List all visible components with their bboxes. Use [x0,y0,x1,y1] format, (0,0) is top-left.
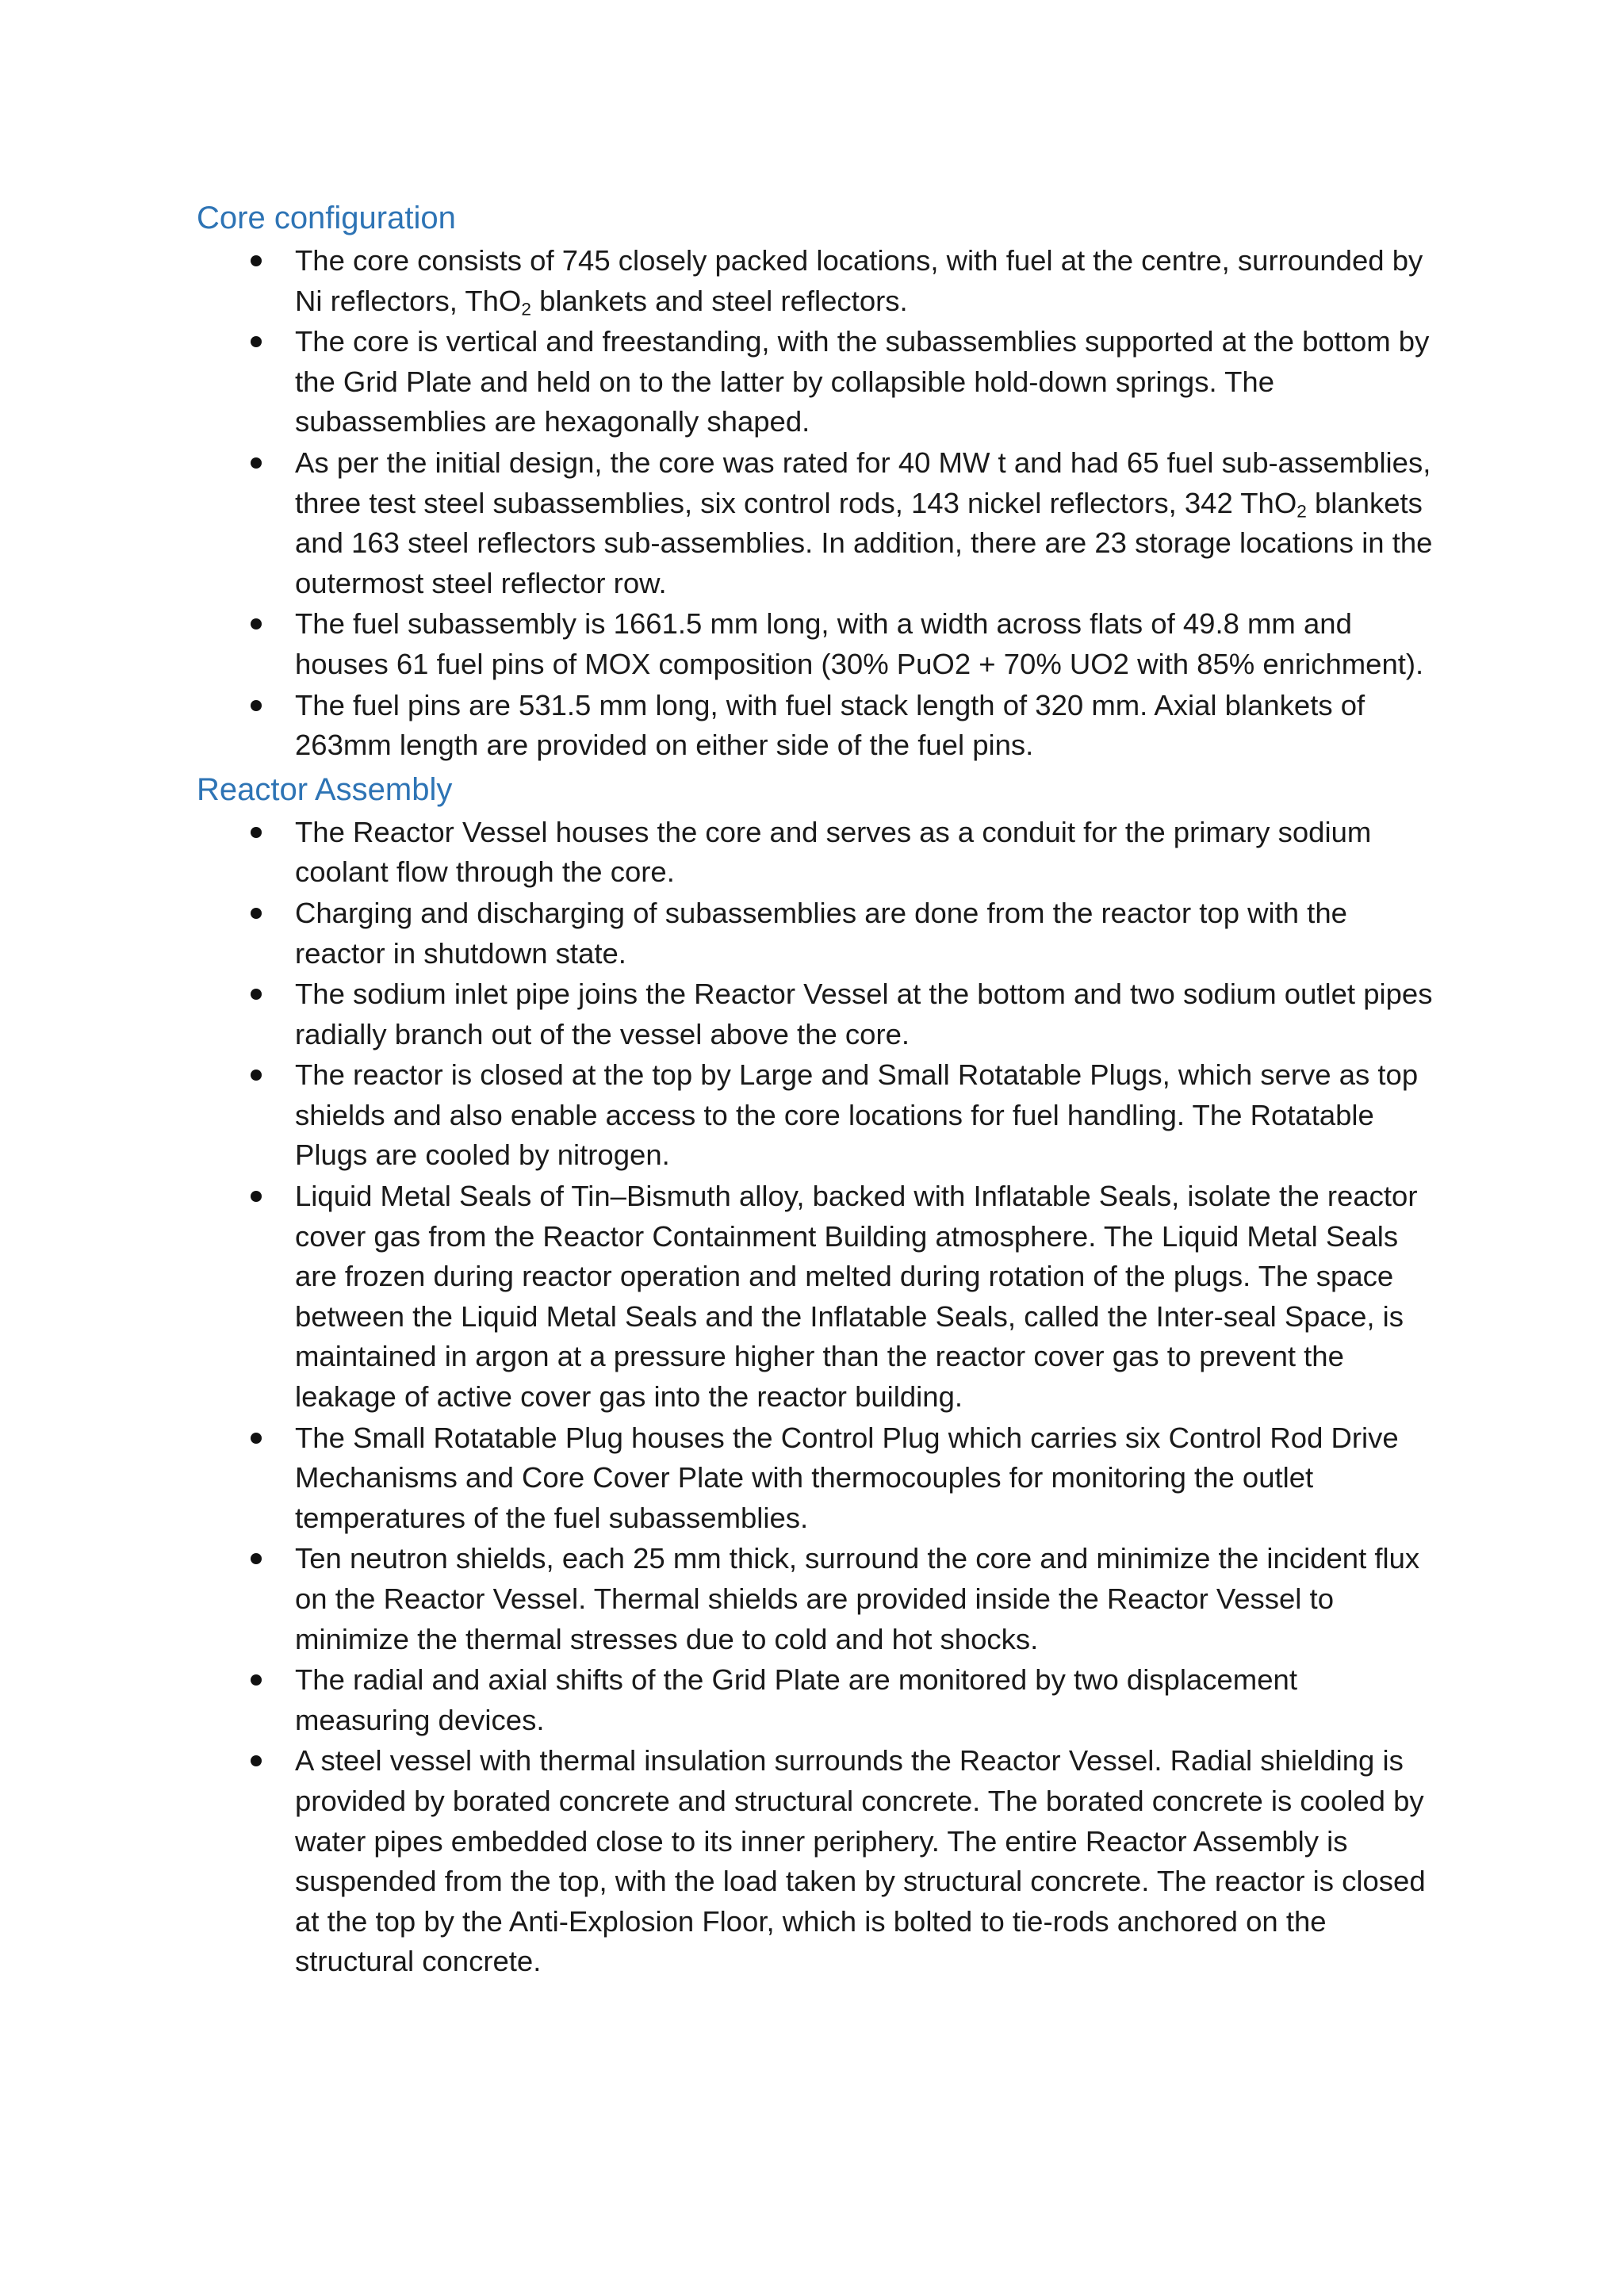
bullet-icon [251,827,262,838]
list-item [197,813,1434,893]
bullet-icon [251,1191,262,1202]
bullet-icon [251,1433,262,1444]
list-item [197,1741,1434,1982]
section-heading-core-configuration: Core configuration [197,201,456,235]
bullet-list-core-configuration [197,241,1434,766]
list-item-text: Charging and discharging of subassemblies are done from the reactor top with the reactor in shutdown state. [295,896,1347,970]
list-item-text: The Reactor Vessel houses the core and serves as a conduit for the primary sodium coolant flow through the core. [295,815,1372,889]
section-heading-reactor-assembly: Reactor Assembly [197,771,453,807]
bullet-icon [251,1070,262,1081]
list-item [197,894,1434,974]
list-item [197,1177,1434,1418]
list-item-text: The core is vertical and freestanding, with the subassemblies supported at the bottom by the Grid Plate and held on to the latter by collapsible hold-down springs. The subassemblies are hexagonally shaped. [295,325,1430,438]
bullet-icon [251,255,262,266]
list-item-text: The radial and axial shifts of the Grid Plate are monitored by two displacement measuring devices. [295,1663,1297,1736]
bullet-icon [251,989,262,1000]
list-item [197,1539,1434,1659]
list-item-text: The fuel pins are 531.5 mm long, with fuel stack length of 320 mm. Axial blankets of 263mm length are provided on either side of the fuel pins. [295,688,1365,762]
list-item-text: The fuel subassembly is 1661.5 mm long, with a width across flats of 49.8 mm and houses 61 fuel pins of MOX composition (30% PuO2 + 70% UO2 with 85% enrichment). [295,607,1424,680]
list-item-text: As per the initial design, the core was rated for 40 MW t and had 65 fuel sub-assemblies, three test steel subassemblies, six control rods, 143 nickel reflectors, 342 ThO$_2$ blankets and 163 steel reflectors sub-assemblies. In addition, there are 23 storage locations in the outermost steel reflector row. [295,446,1433,599]
bullet-icon [251,700,262,711]
list-item [197,1418,1434,1539]
list-item [197,241,1434,321]
list-item-text: The sodium inlet pipe joins the Reactor Vessel at the bottom and two sodium outlet pipes radially branch out of the vessel above the core. [295,978,1433,1050]
bullet-icon [251,1553,262,1564]
bullet-icon [251,457,262,469]
list-item [197,322,1434,442]
document-content [197,195,1434,1983]
list-item [197,1055,1434,1176]
list-item-text: Ten neutron shields, each 25 mm thick, surround the core and minimize the incident flux on the Reactor Vessel. Thermal shields are provided inside the Reactor Vessel to minimize the thermal stresses due to cold and hot shocks. [295,1542,1420,1655]
list-item [197,686,1434,766]
bullet-icon [251,618,262,629]
list-item [197,443,1434,603]
list-item-text: The reactor is closed at the top by Large and Small Rotatable Plugs, which serve as top shields and also enable access to the core locations for fuel handling. The Rotatable Plugs are cooled by nitrogen. [295,1058,1419,1172]
list-item-text: Liquid Metal Seals of Tin–Bismuth alloy, backed with Inflatable Seals, isolate the reactor cover gas from the Reactor Containment Building atmosphere. The Liquid Metal Seals are frozen during reactor operation and melted during rotation of the plugs. The space between the Liquid Metal Seals and the Inflatable Seals, called the Inter-seal Space, is maintained in argon at a pressure higher than the reactor cover gas to prevent the leakage of active cover gas into the reactor building. [295,1180,1418,1414]
bullet-icon [251,908,262,919]
list-item [197,1660,1434,1740]
list-item-text: The core consists of 745 closely packed locations, with fuel at the centre, surrounded by Ni reflectors, ThO$_2$ blankets and steel reflectors. [295,244,1423,320]
list-item [197,604,1434,684]
bullet-icon [251,1674,262,1686]
list-item-text: A steel vessel with thermal insulation surrounds the Reactor Vessel. Radial shielding is provided by borated concrete and structural concrete. The borated concrete is cooled by water pipes embedded close to its inner periphery. The entire Reactor Assembly is suspended from the top, with the load taken by structural concrete. The reactor is closed at the top by the Anti-Explosion Floor, which is bolted to tie-rods anchored on the structural concrete. [295,1744,1426,1978]
bullet-icon [251,1755,262,1766]
list-item-text: The Small Rotatable Plug houses the Control Plug which carries six Control Rod Drive Mechanisms and Core Cover Plate with thermocouples for monitoring the outlet temperatures of the fuel subassemblies. [295,1421,1399,1534]
list-item [197,974,1434,1054]
bullet-list-reactor-assembly [197,813,1434,1982]
bullet-icon [251,336,262,347]
